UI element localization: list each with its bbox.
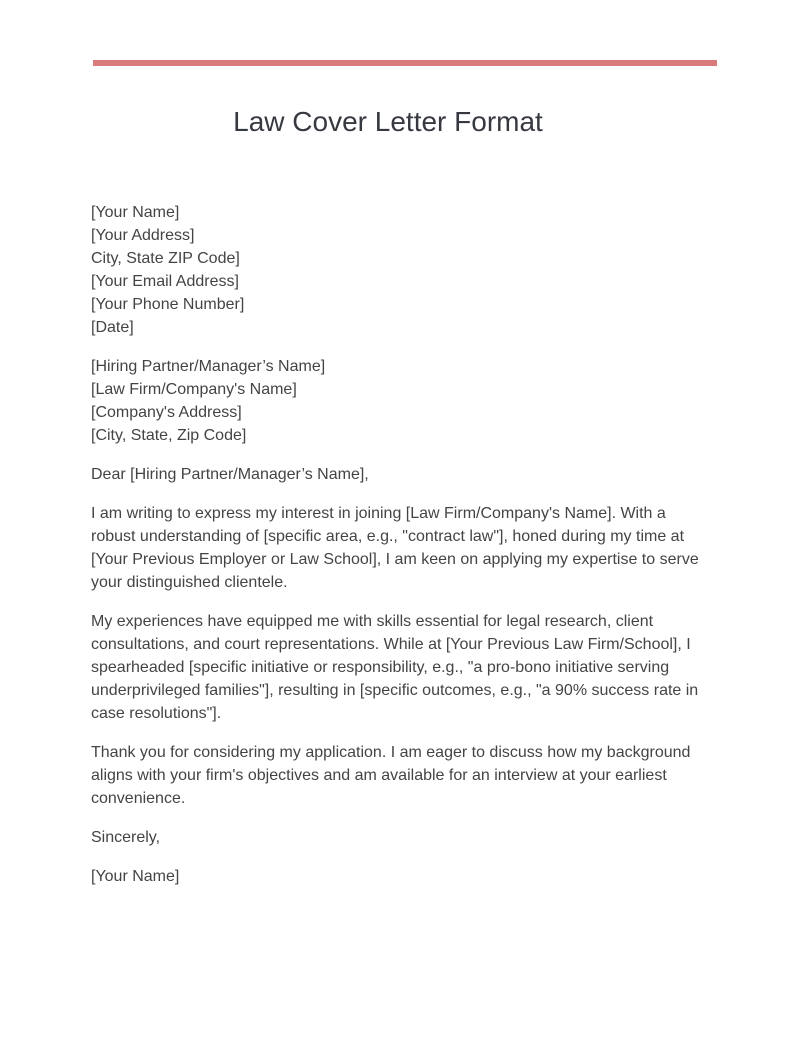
recipient-name: [Hiring Partner/Manager’s Name]	[91, 358, 326, 375]
body-paragraph-experience: My experiences have equipped me with skills essential for legal research, client consultations, and court representations. While at [Your Previous Law Firm/School], I spearheaded [specific initiative or responsibility, e.g., "a pro-bono initiative serving underprivileged families"], resulting in [specific outcomes, e.g., "a 90% success rate in case resolutions"].	[91, 613, 699, 722]
recipient-address-block	[91, 355, 701, 447]
recipient-city-state-zip: [City, State, Zip Code]	[91, 427, 247, 444]
sender-city-state-zip: City, State ZIP Code]	[91, 250, 240, 267]
body-paragraph-closing: Thank you for considering my application. I am eager to discuss how my background aligns with your firm's objectives and am available for an interview at your earliest convenience.	[91, 744, 691, 807]
sender-address-block	[91, 201, 701, 339]
document-title: Law Cover Letter Format	[233, 106, 543, 137]
sender-phone: [Your Phone Number]	[91, 296, 245, 313]
recipient-address: [Company's Address]	[91, 404, 242, 421]
recipient-company: [Law Firm/Company's Name]	[91, 381, 297, 398]
letter-date: [Date]	[91, 319, 134, 336]
closing-line: Sincerely,	[91, 829, 161, 846]
accent-divider-bar	[93, 60, 717, 66]
body-paragraph-intro: I am writing to express my interest in joining [Law Firm/Company's Name]. With a robust understanding of [specific area, e.g., "contract law"], honed during my time at [Your Previous Employer or Law School], I am keen on applying my expertise to serve your distinguished clientele.	[91, 505, 699, 591]
sender-name: [Your Name]	[91, 204, 180, 221]
letter-body	[91, 201, 701, 904]
signature-name: [Your Name]	[91, 868, 180, 885]
salutation: Dear [Hiring Partner/Manager’s Name],	[91, 466, 369, 483]
sender-email: [Your Email Address]	[91, 273, 239, 290]
sender-address: [Your Address]	[91, 227, 195, 244]
